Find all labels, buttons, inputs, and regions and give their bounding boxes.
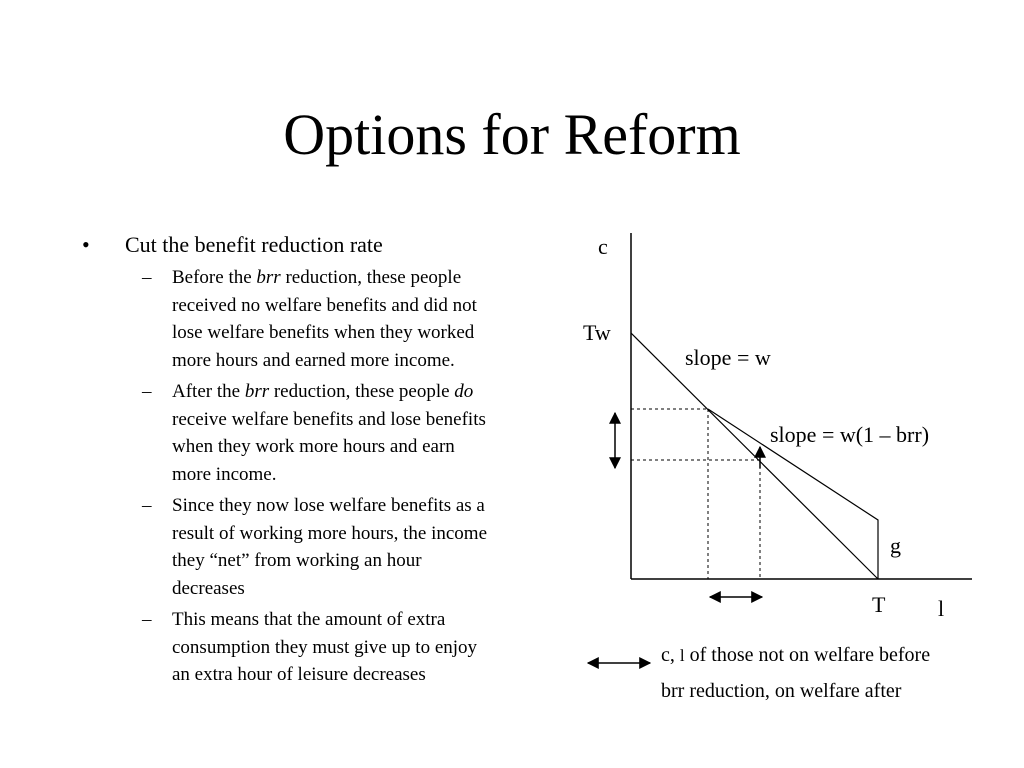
sub-bullet-text: Before the — [172, 267, 257, 288]
sub-bullet-text: This means that the amount of extra consumption they must give up to enjoy an extra hour of leisure decreases — [172, 609, 478, 685]
legend-line-1-pre: c, — [661, 644, 680, 666]
slide-title: Options for Reform — [283, 102, 741, 167]
sub-bullet-text: After the — [172, 381, 245, 402]
t-label: T — [872, 592, 886, 617]
do-emphasis: do — [454, 381, 474, 402]
legend-line-1 — [661, 644, 930, 666]
x-axis-label: l — [938, 596, 945, 621]
g-label: g — [890, 533, 901, 558]
legend-line-2: brr reduction, on welfare after — [661, 680, 902, 702]
tw-label: Tw — [583, 320, 611, 345]
dash-marker: – — [142, 609, 152, 630]
y-axis-label: c — [598, 234, 608, 259]
dash-marker: – — [142, 381, 152, 402]
dash-marker: – — [142, 267, 152, 288]
brr-emphasis: brr — [244, 381, 270, 402]
legend-line-1-post: of those not on welfare before — [684, 644, 931, 666]
sub-bullet-text: Since they now lose welfare benefits as a result of working more hours, the income they “net” from working an hour decreases — [172, 495, 488, 599]
slope-w-label: slope = w — [685, 345, 771, 370]
slope-brr-label: slope = w(1 – brr) — [770, 422, 930, 447]
bullet-marker: • — [82, 232, 90, 257]
sub-bullet-text: receive welfare benefits and lose benefits when they work more hours and earn more income. — [172, 408, 486, 485]
brr-emphasis: brr — [256, 267, 281, 288]
sub-bullet-text: reduction, these people — [269, 381, 455, 402]
sub-bullet-text: reduction, these people received no welfare benefits and did not lose welfare benefits when they worked more hours and earned more income. — [172, 267, 477, 371]
dash-marker: – — [142, 495, 152, 516]
legend-leisure-symbol: l — [679, 646, 685, 665]
main-bullet-text: Cut the benefit reduction rate — [125, 232, 383, 257]
